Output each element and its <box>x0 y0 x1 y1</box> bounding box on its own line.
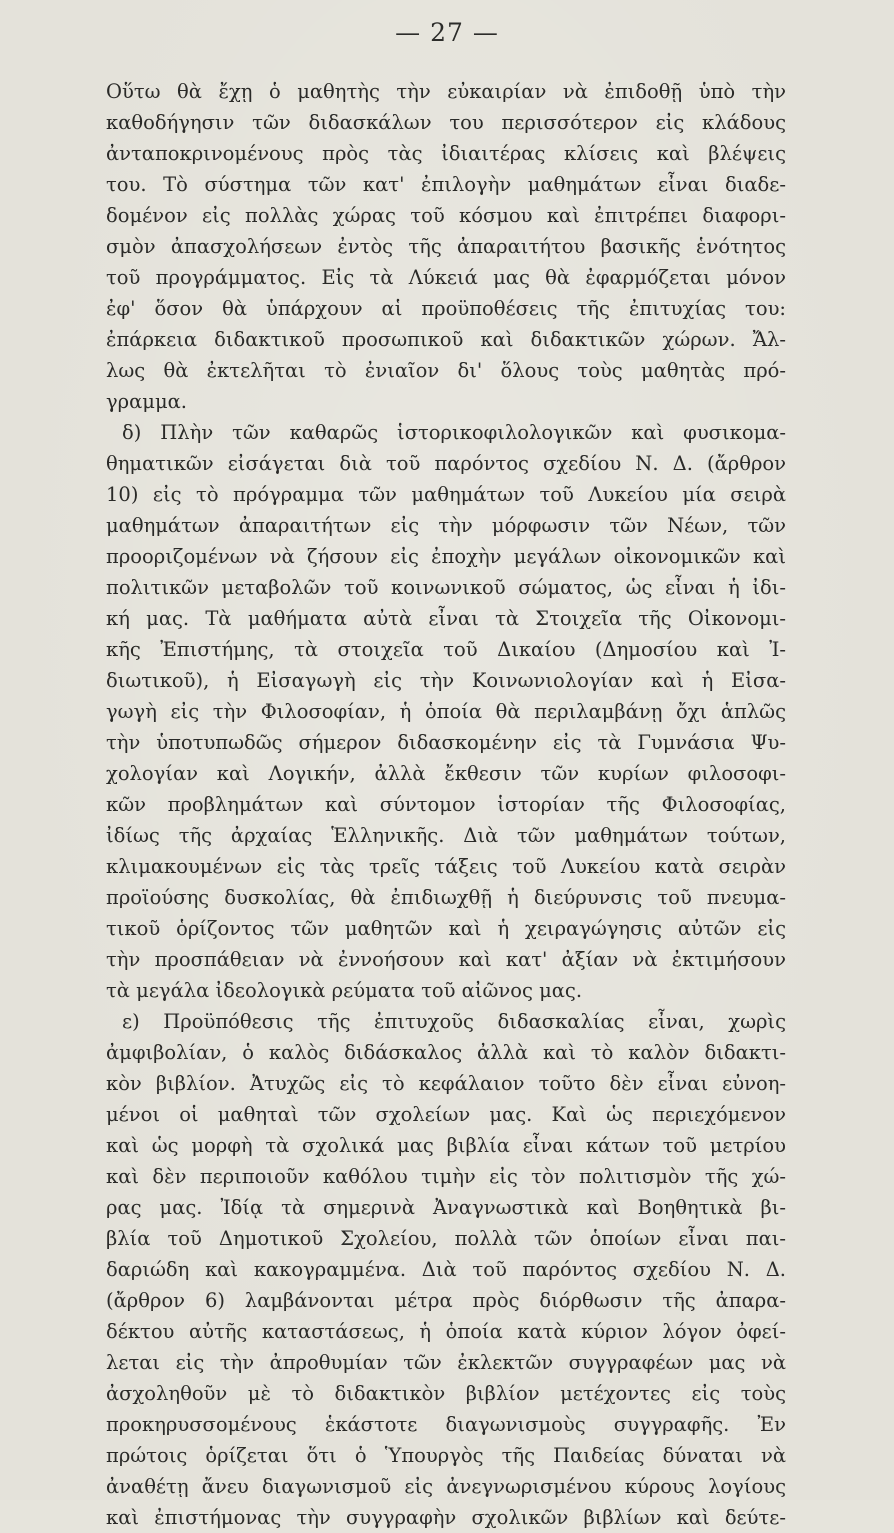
text-line: τὰ μεγάλα ἰδεολογικὰ ρεύματα τοῦ αἰῶνος μας. <box>106 979 583 1002</box>
text-line: διωτικοῦ), ἡ Εἰσαγωγὴ εἰς τὴν Κοινωνιολογίαν καὶ ἡ Εἰσα- <box>106 669 786 692</box>
body-text <box>106 76 786 1533</box>
text-line: γωγὴ εἰς τὴν Φιλοσοφίαν, ἡ ὁποία θὰ περιλαμβάνῃ ὄχι ἁπλῶς <box>106 700 786 723</box>
text-line: του. Τὸ σύστημα τῶν κατ' ἐπιλογὴν μαθημάτων εἶναι διαδε- <box>106 173 786 196</box>
text-line: κή μας. Τὰ μαθήματα αὐτὰ εἶναι τὰ Στοιχεῖα τῆς Οἰκονομι- <box>106 607 786 630</box>
text-line: κλιμακουμένων εἰς τὰς τρεῖς τάξεις τοῦ Λυκείου κατὰ σειρὰν <box>106 855 786 878</box>
text-line: δ) Πλὴν τῶν καθαρῶς ἱστορικοφιλολογικῶν καὶ φυσικομα- <box>122 421 786 444</box>
text-line: χολογίαν καὶ Λογικήν, ἀλλὰ ἔκθεσιν τῶν κυρίων φιλοσοφι- <box>106 762 786 785</box>
text-line: βλία τοῦ Δημοτικοῦ Σχολείου, πολλὰ τῶν ὁποίων εἶναι παι- <box>106 1227 786 1250</box>
text-line: ἐφ' ὅσον θὰ ὑπάρχουν αἱ προϋποθέσεις τῆς ἐπιτυχίας του: <box>106 297 786 320</box>
text-line: ε) Προϋπόθεσις τῆς ἐπιτυχοῦς διδασκαλίας εἶναι, χωρὶς <box>122 1010 786 1033</box>
text-line: ρας μας. Ἰδίᾳ τὰ σημερινὰ Ἀναγνωστικὰ καὶ Βοηθητικὰ βι- <box>106 1196 786 1219</box>
text-line: κὸν βιβλίον. Ἀτυχῶς εἰς τὸ κεφάλαιον τοῦτο δὲν εἶναι εὐνοη- <box>106 1072 786 1095</box>
text-line: προκηρυσσομένους ἑκάστοτε διαγωνισμοὺς συγγραφῆς. Ἐν <box>106 1413 786 1436</box>
text-line: Οὕτω θὰ ἔχῃ ὁ μαθητὴς τὴν εὐκαιρίαν νὰ ἐπιδοθῇ ὑπὸ τὴν <box>106 80 786 103</box>
text-line: θηματικῶν εἰσάγεται διὰ τοῦ παρόντος σχεδίου Ν. Δ. (ἄρθρον <box>106 452 786 475</box>
text-line: προοριζομένων νὰ ζήσουν εἰς ἐποχὴν μεγάλων οἰκονομικῶν καὶ <box>106 545 786 568</box>
text-line: ἰδίως τῆς ἀρχαίας Ἑλληνικῆς. Διὰ τῶν μαθημάτων τούτων, <box>106 824 786 847</box>
text-line: καὶ ἐπιστήμονας τὴν συγγραφὴν σχολικῶν βιβλίων καὶ δεύτε- <box>106 1506 786 1529</box>
paragraph-1 <box>106 76 786 417</box>
text-line: κῶν προβλημάτων καὶ σύντομον ἱστορίαν τῆς Φιλοσοφίας, <box>106 793 786 816</box>
text-line: ἀνταποκρινομένους πρὸς τὰς ἰδιαιτέρας κλίσεις καὶ βλέψεις <box>106 142 786 165</box>
text-line: τοῦ προγράμματος. Εἰς τὰ Λύκειά μας θὰ ἐφαρμόζεται μόνον <box>106 266 786 289</box>
text-line: λεται εἰς τὴν ἀπροθυμίαν τῶν ἐκλεκτῶν συγγραφέων μας νὰ <box>106 1351 786 1374</box>
text-line: γραμμα. <box>106 390 187 413</box>
text-line: (ἄρθρον 6) λαμβάνονται μέτρα πρὸς διόρθωσιν τῆς ἀπαρα- <box>106 1289 786 1312</box>
text-line: δαριώδη καὶ κακογραμμένα. Διὰ τοῦ παρόντος σχεδίου Ν. Δ. <box>106 1258 786 1281</box>
text-line: πολιτικῶν μεταβολῶν τοῦ κοινωνικοῦ σώματος, ὡς εἶναι ἡ ἰδι- <box>106 576 786 599</box>
text-line: δομένον εἰς πολλὰς χώρας τοῦ κόσμου καὶ ἐπιτρέπει διαφορι- <box>106 204 786 227</box>
text-line: καὶ δὲν περιποιοῦν καθόλου τιμὴν εἰς τὸν πολιτισμὸν τῆς χώ- <box>106 1165 786 1188</box>
text-line: δέκτου αὐτῆς καταστάσεως, ἡ ὁποία κατὰ κύριον λόγον ὀφεί- <box>106 1320 786 1343</box>
text-line: μένοι οἱ μαθηταὶ τῶν σχολείων μας. Καὶ ὡς περιεχόμενον <box>106 1103 786 1126</box>
text-line: ἀναθέτῃ ἄνευ διαγωνισμοῦ εἰς ἀνεγνωρισμένου κύρους λογίους <box>106 1475 786 1498</box>
text-line: μαθημάτων ἀπαραιτήτων εἰς τὴν μόρφωσιν τῶν Νέων, τῶν <box>106 514 786 537</box>
paragraph-3 <box>106 1006 786 1533</box>
text-line: τὴν ὑποτυπωδῶς σήμερον διδασκομένην εἰς τὰ Γυμνάσια Ψυ- <box>106 731 786 754</box>
text-line: καὶ ὡς μορφὴ τὰ σχολικά μας βιβλία εἶναι κάτων τοῦ μετρίου <box>106 1134 786 1157</box>
text-line: 10) εἰς τὸ πρόγραμμα τῶν μαθημάτων τοῦ Λυκείου μία σειρὰ <box>106 483 786 506</box>
text-line: ἀμφιβολίαν, ὁ καλὸς διδάσκαλος ἀλλὰ καὶ τὸ καλὸν διδακτι- <box>106 1041 786 1064</box>
text-line: λως θὰ ἐκτελῆται τὸ ἐνιαῖον δι' ὅλους τοὺς μαθητὰς πρό- <box>106 359 786 382</box>
text-line: σμὸν ἀπασχολήσεων ἐντὸς τῆς ἀπαραιτήτου βασικῆς ἑνότητος <box>106 235 786 258</box>
text-line: κῆς Ἐπιστήμης, τὰ στοιχεῖα τοῦ Δικαίου (Δημοσίου καὶ Ἰ- <box>106 638 786 661</box>
page-number: — 27 — <box>395 18 499 47</box>
paragraph-2 <box>106 417 786 1006</box>
text-line: πρώτοις ὁρίζεται ὅτι ὁ Ὑπουργὸς τῆς Παιδείας δύναται νὰ <box>106 1444 786 1467</box>
text-line: προϊούσης δυσκολίας, θὰ ἐπιδιωχθῇ ἡ διεύρυνσις τοῦ πνευμα- <box>106 886 786 909</box>
text-line: ἐπάρκεια διδακτικοῦ προσωπικοῦ καὶ διδακτικῶν χώρων. Ἄλ- <box>106 328 786 351</box>
text-line: τικοῦ ὁρίζοντος τῶν μαθητῶν καὶ ἡ χειραγώγησις αὐτῶν εἰς <box>106 917 786 940</box>
text-line: καθοδήγησιν τῶν διδασκάλων του περισσότερον εἰς κλάδους <box>106 111 786 134</box>
text-line: τὴν προσπάθειαν νὰ ἐννοήσουν καὶ κατ' ἀξίαν νὰ ἐκτιμήσουν <box>106 948 786 971</box>
text-line: ἀσχοληθοῦν μὲ τὸ διδακτικὸν βιβλίον μετέχοντες εἰς τοὺς <box>106 1382 786 1405</box>
